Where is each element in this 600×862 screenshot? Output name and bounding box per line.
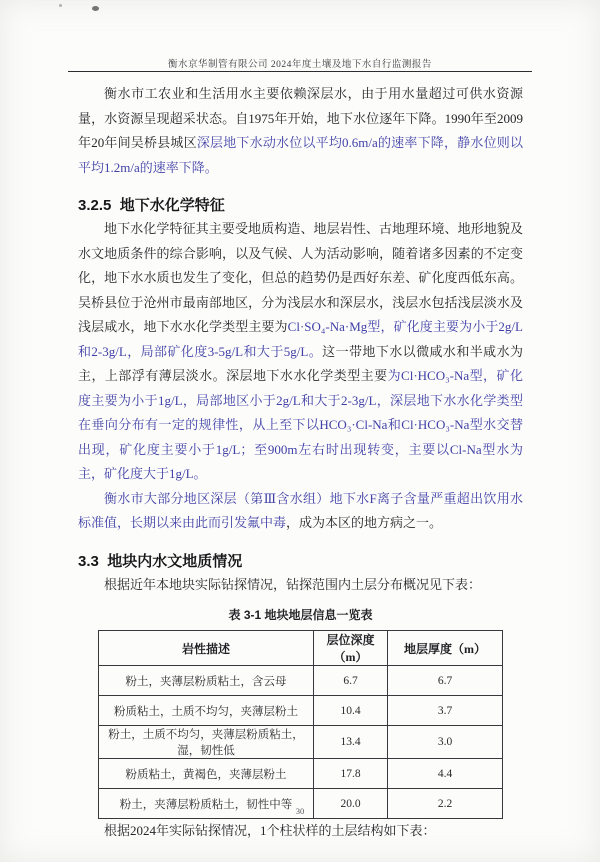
table-row [99,759,503,789]
paragraph-drilling-intro: 根据近年本地块实际钻探情况，钻探范围内土层分布概况见下表： [104,576,482,592]
lithology-cell: 粉质粘土，土质不均匀，夹薄层粉土 [99,696,314,726]
paragraph-column-sample-intro: 根据2024年实际钻探情况，1个柱状样的土层结构如下表： [104,823,436,838]
scan-artifact-speck [92,6,99,11]
depth-cell: 10.4 [314,696,388,726]
soil-strata-table [98,630,503,819]
page-body [78,82,523,844]
text-run: 地下水化学特征其主要受地质构造、地层岩性、古地理环境、地形地貌及水文地质条件的综合影响，以及气候、人为活动影响，随着诸多因素的不定变化，地下水水质也发生了变化，但总的趋势仍是西好东差、矿化度西低东高。吴桥县位于沧州市最南部地区，分为浅层水和深层水，浅层水包括浅层淡水及浅层咸水，地下水水化学类型主要为 [78,221,523,334]
highlighted-text-run: 为Cl·HCO₃-Na型，矿化度主要为小于1g/L，局部地区小于2g/L和大于2-3g/L，深层地下水水化学类型在垂向分布有一定的规律性，从上至下以HCO₃·Cl-Na和Cl·HCO₃-Na型水交替出现，矿化度主要小于1g/L；至900m左右时出现转变，主要以Cl-Na型水为主，矿化度大于1g/L。 [78,368,523,481]
paragraph-hydrochemistry [78,217,523,487]
depth-cell: 17.8 [314,759,388,789]
thickness-cell: 2.2 [388,789,503,819]
highlighted-text-run: 衡水市大部分地区深层（第Ⅲ含水组）地下水F离子含量严重超出饮用水标准值，长期以来由此而引发氟中毒 [78,490,523,530]
depth-cell: 13.4 [314,726,388,759]
section-heading-3-3 [78,551,523,573]
lithology-cell: 粉土，夹薄层粉质粘土，韧性中等 [99,789,314,819]
highlighted-text-run: 深层地下水动水位以平均0.6m/a的速率下降，静水位则以平均1.2m/a的速率下降。 [78,135,523,175]
header-divider-rule [68,71,532,72]
lithology-cell: 粉土，土质不均匀，夹薄层粉质粘土，湿，韧性低 [99,726,314,759]
heading-title: 地块内水文地质情况 [107,552,243,570]
paragraph-water-supply [78,82,523,180]
paragraph-fluoride [78,487,523,536]
table-row [99,726,503,759]
text-run: 这一带地下水以微咸水和半咸水为主，上部浮有薄层淡水。深层地下水水化学类型主要 [78,343,523,383]
page-number: 30 [295,806,305,816]
heading-number: 3.3 [78,552,99,570]
column-header-depth: 层位深度（m） [314,631,388,666]
depth-cell: 6.7 [314,666,388,696]
text-run: ，成为本区的地方病之一。 [286,515,443,530]
scan-artifact-speck [59,4,62,7]
table-caption: 表 3-1 地块地层信息一览表 [228,608,373,622]
text-run: 衡水市工农业和生活用水主要依赖深层水，由于用水量超过可供水资源量，水资源呈现超采状态。自1975年开始，地下水位逐年下降。1990年至2009年20年间吴桥县城区 [78,86,523,150]
column-header-lithology: 岩性描述 [99,631,314,666]
table-row [99,666,503,696]
lithology-cell: 粉质粘土，黄褐色，夹薄层粉土 [99,759,314,789]
table-row [99,696,503,726]
thickness-cell: 3.0 [388,726,503,759]
highlighted-text-run: Cl·SO₄-Na·Mg型，矿化度主要为小于2g/L和2-3g/L，局部矿化度3-5g/L和大于5g/L。 [78,319,523,359]
thickness-cell: 4.4 [388,759,503,789]
column-header-thickness: 地层厚度（m） [388,631,503,666]
depth-cell: 20.0 [314,789,388,819]
page-header-title: 衡水京华制管有限公司 2024年度土壤及地下水自行监测报告 [168,60,432,70]
heading-title: 地下水化学特征 [119,197,225,214]
thickness-cell: 6.7 [388,666,503,696]
table-header-row [99,631,503,666]
thickness-cell: 3.7 [388,696,503,726]
lithology-cell: 粉土，夹薄层粉质粘土，含云母 [99,666,314,696]
heading-number: 3.2.5 [78,197,112,214]
section-heading-3-2-5 [78,195,523,217]
